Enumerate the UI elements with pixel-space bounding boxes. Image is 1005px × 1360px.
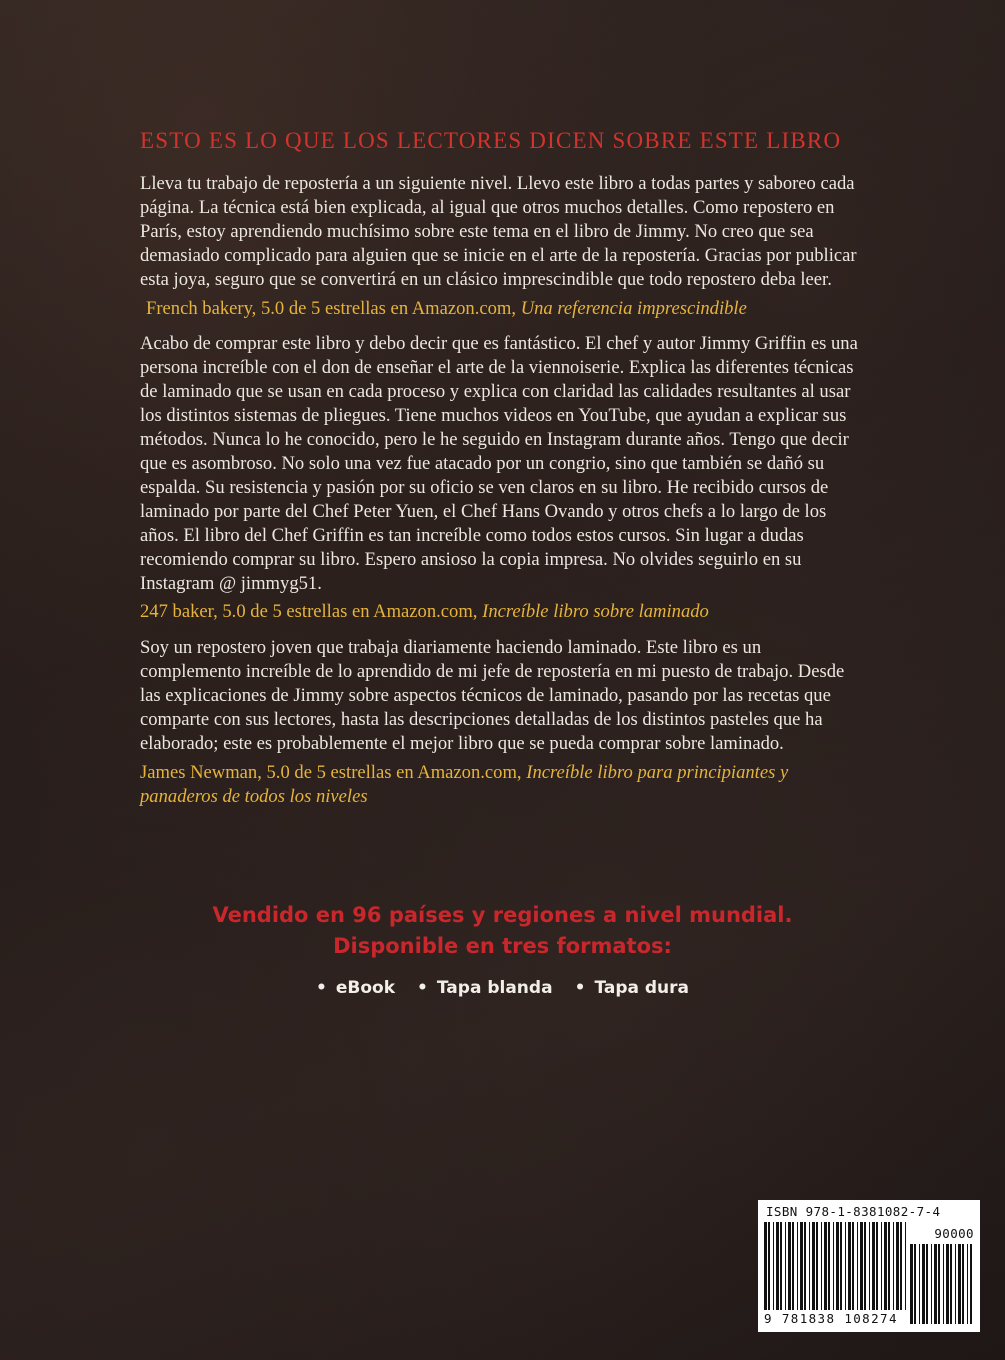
barcode-bar [797, 1222, 798, 1310]
barcode-bar [926, 1244, 928, 1324]
barcode-bar [845, 1222, 846, 1310]
barcode-bar [833, 1222, 834, 1310]
barcode-bar [836, 1222, 839, 1310]
barcode-bar [888, 1222, 890, 1310]
barcode-bar [764, 1222, 767, 1310]
barcode-bar [840, 1222, 842, 1310]
barcode-bar [848, 1222, 851, 1310]
review-1 [140, 172, 860, 320]
barcode-bar [857, 1222, 858, 1310]
isbn-barcode [758, 1200, 980, 1332]
formats-list [0, 978, 1005, 998]
price-code: 90000 [934, 1226, 974, 1241]
barcode-bar [970, 1244, 972, 1324]
barcode-bar [869, 1222, 870, 1310]
format-paperback: • Tapa blanda [417, 978, 553, 998]
review-author: French bakery, 5.0 de 5 estrellas en Amazon.com, [146, 297, 517, 319]
isbn-label: ISBN 978-1-8381082-7-4 [766, 1204, 941, 1219]
review-attribution [140, 761, 860, 809]
barcode-bar [938, 1244, 940, 1324]
barcode-bar [881, 1222, 882, 1310]
sold-line-2: Disponible en tres formatos: [333, 934, 672, 958]
barcode-bar [780, 1222, 782, 1310]
review-text: Lleva tu trabajo de repostería a un siguiente nivel. Llevo este libro a todas partes y saboreo cada página. La técnica está bien explicada, al igual que otros muchos detalles. Como repostero en París, estoy aprendiendo muchísimo sobre este tema en el libro de Jimmy. No creo que sea demasiado complicado para alguien que se inicie en el arte de la repostería. Gracias por publicar esta joya, seguro que se convertirá en un clásico imprescindible que todo repostero deba leer. [140, 173, 857, 290]
reviews-section [140, 172, 860, 821]
barcode-bar [914, 1244, 916, 1324]
barcode-bar [931, 1244, 932, 1324]
barcode-bar [860, 1222, 863, 1310]
barcode-bar [776, 1222, 779, 1310]
barcode-bar [896, 1222, 899, 1310]
barcode-bar [943, 1244, 944, 1324]
format-ebook: • eBook [316, 978, 395, 998]
review-text: Soy un repostero joven que trabaja diariamente haciendo laminado. Este libro es un complemento increíble de lo aprendido de mi jefe de repostería en mi puesto de trabajo. Desde las explicaciones de Jimmy sobre aspectos técnicos de laminado, pasando por las recetas que comparte con sus lectores, hasta las descripciones detalladas de los distintos pasteles que ha elaborado; este es probablemente el mejor libro que se pueda comprar sobre laminado. [140, 637, 845, 754]
barcode-bar [816, 1222, 818, 1310]
review-title: Una referencia imprescindible [520, 297, 747, 319]
review-author: 247 baker, 5.0 de 5 estrellas en Amazon.com, [140, 601, 478, 623]
barcode-bar [864, 1222, 866, 1310]
review-author: James Newman, 5.0 de 5 estrellas en Amazon.com, [140, 761, 522, 783]
barcode-bar [919, 1244, 920, 1324]
barcode-bar [812, 1222, 815, 1310]
barcode-bar [800, 1222, 803, 1310]
reviews-heading: ESTO ES LO QUE LOS LECTORES DICEN SOBRE ESTE LIBRO [140, 128, 842, 153]
ean-digits: 9 781838 108274 [764, 1311, 898, 1326]
barcode-bar [884, 1222, 887, 1310]
barcode-bar [773, 1222, 774, 1310]
barcode-bar [946, 1244, 949, 1324]
barcode-bar [950, 1244, 952, 1324]
review-text: Acabo de comprar este libro y debo decir que es fantástico. El chef y autor Jimmy Griffin es una persona increíble con el don de enseñar el arte de la viennoiserie. Explica las diferentes técnicas de laminado que se usan en cada proceso y explica con claridad las calidades resultantes al usar los distintos sistemas de pliegues. Tiene muchos videos en YouTube, que ayudan a explicar sus métodos. Nunca lo he conocido, pero le he seguido en Instagram durante años. Tengo que decir que es asombroso. No solo una vez fue atacado por un congrio, sino que también se dañó su espalda. Su resistencia y pasión por su oficio se ven claros en su libro. He recibido cursos de laminado por parte del Chef Peter Yuen, el Chef Hans Ovando y otros chefs a lo largo de los años. El libro del Chef Griffin es tan increíble como todos estos cursos. Sin lugar a dudas recomiendo comprar su libro. Espero ansioso la copia impresa. No olvides seguirlo en su Instagram @ jimmyg51. [140, 333, 858, 594]
barcode-bar [905, 1222, 906, 1310]
barcode-bar [821, 1222, 822, 1310]
barcode-bar [962, 1244, 964, 1324]
barcode-bar [852, 1222, 854, 1310]
barcode-bar [788, 1222, 791, 1310]
sold-line-1: Vendido en 96 países y regiones a nivel mundial. [212, 903, 793, 927]
barcode-bar [922, 1244, 925, 1324]
barcode-bar [893, 1222, 894, 1310]
barcode-bar [804, 1222, 806, 1310]
review-attribution [140, 600, 860, 624]
review-title: Increíble libro sobre laminado [482, 601, 709, 623]
review-attribution [140, 297, 860, 321]
barcode-bar [768, 1222, 770, 1310]
review-2 [140, 332, 860, 624]
barcode-bar [785, 1222, 786, 1310]
barcode-bar [958, 1244, 961, 1324]
barcode-bar [900, 1222, 902, 1310]
barcode-bar [876, 1222, 878, 1310]
barcode-bar [809, 1222, 810, 1310]
barcode-bar [955, 1244, 956, 1324]
barcode-bar [872, 1222, 875, 1310]
barcode-bar [967, 1244, 968, 1324]
barcode-bar [828, 1222, 830, 1310]
barcode-bar [934, 1244, 937, 1324]
barcode-bar [792, 1222, 794, 1310]
addon-barcode-bars [910, 1244, 972, 1326]
barcode-bar [824, 1222, 827, 1310]
format-hardcover: • Tapa dura [575, 978, 689, 998]
review-3 [140, 636, 860, 808]
ean-barcode-bars [764, 1222, 908, 1312]
review-title: Increíble libro para principiantes y panaderos de todos los niveles [140, 761, 789, 807]
sold-worldwide-banner [0, 900, 1005, 962]
